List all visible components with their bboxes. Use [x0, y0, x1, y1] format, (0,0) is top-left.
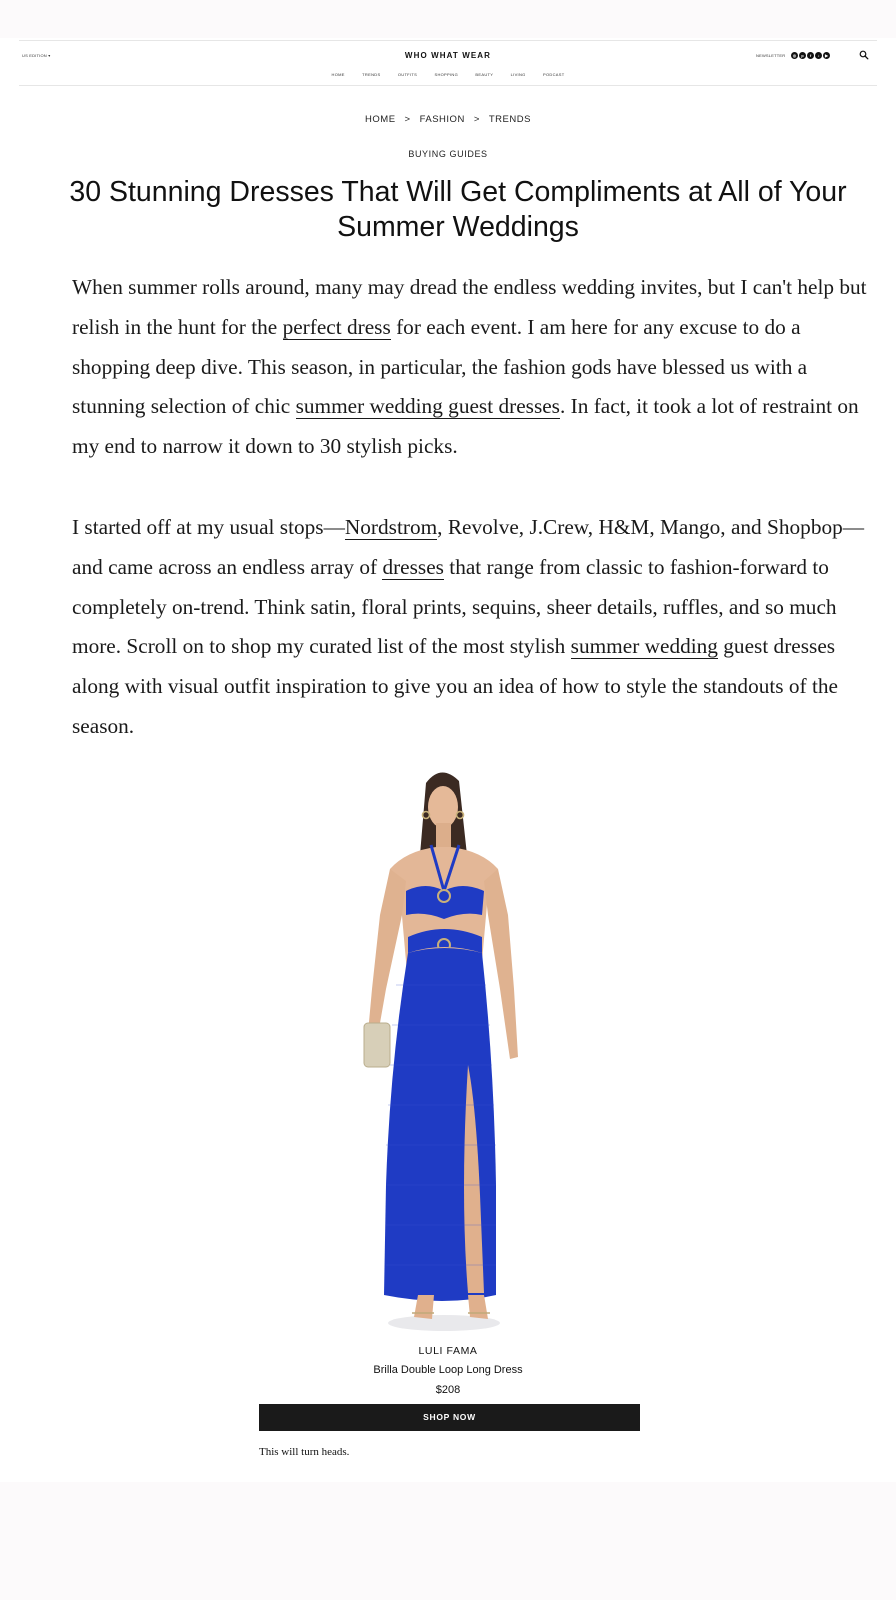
paragraph-text: . In fact, it took a lot of restraint on my end to narrow it down to 30 stylish picks. — [72, 394, 859, 459]
second-paragraph — [72, 508, 867, 747]
facebook-icon[interactable]: f — [807, 52, 814, 59]
breadcrumb-separator: > — [404, 114, 411, 125]
edition-selector[interactable]: US EDITION ▾ — [22, 53, 51, 58]
pinterest-icon[interactable]: p — [799, 52, 806, 59]
paragraph-text: , Revolve, J.Crew, H&M, Mango, and Shopbop—and came across an endless array of — [72, 515, 865, 579]
site-header — [19, 40, 877, 86]
product-price: $208 — [435, 1384, 461, 1396]
nav-living[interactable]: LIVING — [510, 72, 526, 77]
article-category[interactable]: BUYING GUIDES — [408, 149, 488, 159]
paragraph-text: for each event. I am here for any excuse to do a shopping deep dive. This season, in particular, the fashion gods have blessed us with a stunning selection of chic — [72, 314, 808, 419]
site-logo[interactable]: WHO WHAT WEAR — [404, 51, 492, 60]
youtube-icon[interactable]: ▶ — [824, 53, 829, 58]
tiktok-icon[interactable]: ♪ — [815, 52, 822, 59]
breadcrumb-home[interactable]: HOME — [365, 114, 396, 125]
article-title: 30 Stunning Dresses That Will Get Compliments at All of Your Summer Weddings — [69, 176, 847, 243]
paragraph-text: I started off at my usual stops— — [72, 515, 345, 539]
nordstrom-link[interactable]: Nordstrom — [344, 515, 438, 539]
paragraph-text: When summer rolls around, many may dread the endless wedding invites, but I can't help but relish in the hunt for the — [72, 275, 867, 339]
breadcrumb-fashion[interactable]: FASHION — [419, 114, 465, 125]
perfect-dress-link[interactable]: perfect dress — [282, 314, 391, 339]
shop-now-button[interactable]: SHOP NOW — [259, 1404, 640, 1431]
product-name[interactable]: Brilla Double Loop Long Dress — [373, 1364, 523, 1376]
social-links — [791, 52, 830, 59]
wedding-guest-dresses-link[interactable]: summer wedding guest dresses — [295, 394, 560, 419]
edition-label: US EDITION — [22, 53, 47, 58]
nav-trends[interactable]: TRENDS — [362, 72, 381, 77]
newsletter-link[interactable]: NEWSLETTER — [756, 53, 786, 58]
nav-home[interactable]: HOME — [331, 72, 345, 77]
instagram-icon[interactable]: ◎ — [792, 53, 797, 58]
product-caption: This will turn heads. — [259, 1446, 350, 1458]
dresses-link[interactable]: dresses — [382, 554, 444, 579]
nav-beauty[interactable]: BEAUTY — [475, 72, 494, 77]
main-nav — [19, 72, 877, 77]
paragraph-text: that range from classic to fashion-forward to completely on-trend. Think satin, floral prints, sequins, sheer details, ruffles, and so much more. Scroll on to shop my curated list of the most stylish — [72, 554, 837, 659]
product-brand: LULI FAMA — [418, 1345, 478, 1357]
nav-outfits[interactable]: OUTFITS — [397, 72, 418, 77]
product-image[interactable] — [356, 765, 522, 1333]
nav-podcast[interactable]: PODCAST — [543, 72, 565, 77]
breadcrumb — [0, 114, 896, 125]
breadcrumb-trends[interactable]: TRENDS — [488, 114, 531, 125]
nav-shopping[interactable]: SHOPPING — [434, 72, 458, 77]
search-icon[interactable] — [859, 50, 869, 60]
summer-wedding-link[interactable]: summer wedding — [570, 634, 718, 659]
intro-paragraph — [72, 268, 867, 467]
paragraph-text: guest dresses along with visual outfit inspiration to give you an idea of how to style the standouts of the season. — [72, 634, 838, 738]
breadcrumb-separator: > — [473, 114, 480, 125]
